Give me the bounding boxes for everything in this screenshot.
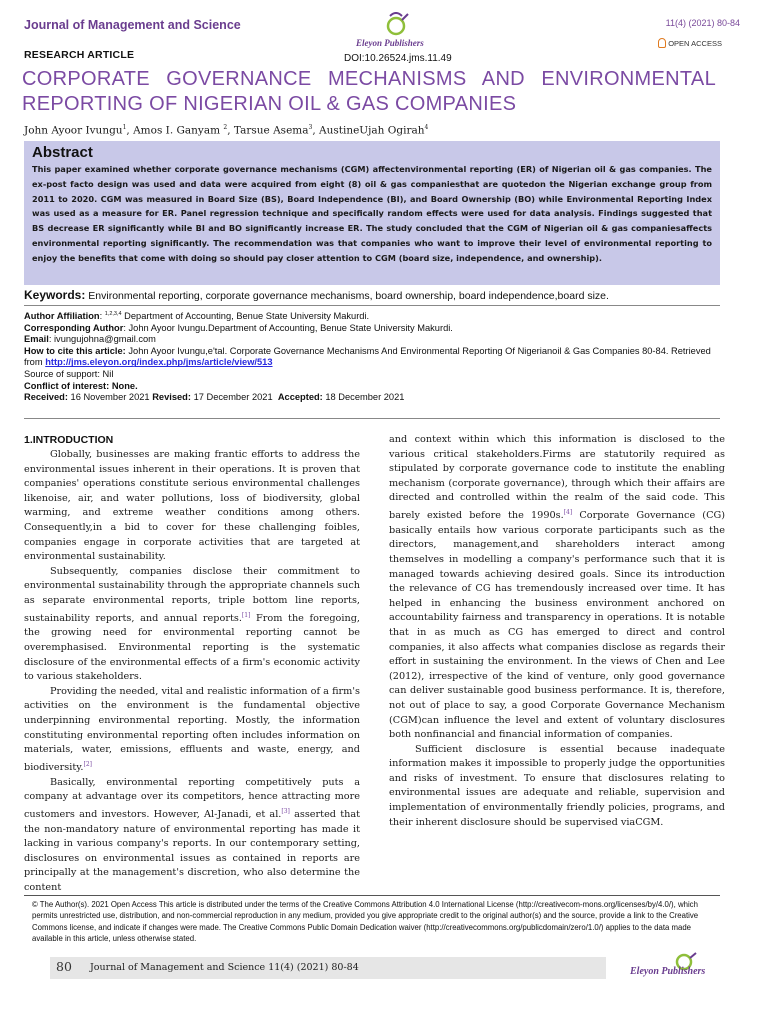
cite-text: John Ayoor Ivungu,e'tal. Corporate Governance Mechanisms And Environmental Reporting Of Nigerianoil & Gas Companies 80-84. Retrieved from bbox=[24, 345, 711, 368]
corresponding-author: Corresponding Author: John Ayoor Ivungu.Department of Accounting, Benue State University Makurdi. bbox=[24, 322, 453, 333]
keywords-text: Environmental reporting, corporate governance mechanisms, board ownership, board independence,board size. bbox=[88, 290, 609, 302]
author-affiliation: Author Affiliation: $^{1,2,3,4}$ Department of Accounting, Benue State University Makurdi. bbox=[24, 311, 370, 322]
page-number: 80 bbox=[56, 959, 72, 974]
paragraph bbox=[389, 433, 725, 743]
license-notice: © The Author(s). 2021 Open Access This article is distributed under the terms of the Creative Commons Attribution 4.0 International License (http://creativecom-mons.org/licenses/by/4.0/), which permits unrestricted use, distribution, and non-commercial reproduction in any medium, provided you give appropriate credit to the original author(s) and the source, provide a link to the Creative Commons license, and indicate if changes were made. The Creative Commons Public Domain Dedication waiver (http://creativecommons.org/publicdomain/zero/1.0/) applies to the data made available in this article, unless otherwise stated. bbox=[32, 900, 699, 943]
author-sup: 3 bbox=[308, 124, 313, 131]
revised-date: 17 December 2021 bbox=[193, 392, 273, 403]
paragraph-text: asserted that the non-mandatory nature of environmental reporting has made it lacking in various company's reports. In our contemporary setting, disclosures on environmental issues as contained in reports are principally at the management's discretion, who also determine the content bbox=[24, 808, 361, 893]
paragraph bbox=[24, 776, 360, 896]
source-of-support: Source of support: Nil bbox=[24, 369, 114, 380]
accepted-label: Accepted: bbox=[277, 392, 323, 403]
keywords bbox=[24, 288, 724, 302]
author-name: AustineUjah Ogirah bbox=[319, 124, 425, 137]
paragraph-text: and context within which this information is disclosed to the various critical stakeholders.Firms are statutorily required as stipulated by corporate governance code to institute the enabling mechanism (corporate governance), through which their affairs are directed and controlled within the realm of the said code. This barely existed before the 1990s. bbox=[389, 434, 725, 522]
body-column-left bbox=[24, 433, 360, 896]
cite-label: How to cite this article: bbox=[24, 345, 126, 356]
divider bbox=[24, 895, 720, 896]
accepted-date: 18 December 2021 bbox=[325, 392, 405, 403]
author-sup: 4 bbox=[424, 124, 429, 131]
issue-info: 11(4) (2021) 80-84 bbox=[665, 18, 740, 28]
paragraph: Globally, businesses are making frantic efforts to address the environmental issues inherent in their operations. It is proven that companies' operations constitute serious environmental challenges likenoise, air, and water pollutions, loss of biodiversity, global warming, and extreme weather conditions among others. Consequently,in a bid to cover for these challenging foibles, companies engage in corporate activities that are targeted at environmental sustainability. bbox=[24, 449, 360, 563]
paragraph-text: Corporate Governance (CG) basically entails how various corporate participants such as the directors, management,and shareholders interact among themselves in modelling a company's performance such that it is managed towards achieving desired goals. Since its introduction the relevance of CG has tremendously increased over time. It has helped in enhancing the business environment anchored on accountability fairness and transparency in operations. It is notable that in as much as CG has emerged to direct and control companies, it also affects what companies disclose as regards their effort in sustaining the environment. In the views of Chen and Lee (2012), irrespective of the kind of venture, only good governance can deliver sustainable good business performance. It is, therefore, not out of place to say, a good Corporate Governance Mechanism (CGM)can influence the level and extent of voluntary disclosures both nonfinancial and financial information of companies. bbox=[389, 510, 726, 741]
divider bbox=[24, 305, 720, 306]
article-type: RESEARCH ARTICLE bbox=[24, 49, 135, 61]
section-heading: 1.INTRODUCTION bbox=[24, 434, 114, 446]
citation-ref[interactable]: [2] bbox=[83, 760, 92, 768]
revised-label: Revised: bbox=[152, 392, 191, 403]
dates bbox=[24, 392, 724, 404]
affiliation-text: Department of Accounting, Benue State University Makurdi. bbox=[124, 311, 370, 322]
corresponding-label: Corresponding Author bbox=[24, 322, 124, 333]
footer-logo-text: Eleyon Publishers bbox=[630, 966, 706, 977]
affiliation-sup: 1,2,3,4 bbox=[104, 311, 122, 317]
received-date: 16 November 2021 bbox=[70, 392, 150, 403]
email: Email: ivungujohna@gmail.com bbox=[24, 334, 156, 345]
paragraph bbox=[24, 685, 360, 776]
paragraph bbox=[24, 565, 360, 685]
footer-journal-line: Journal of Management and Science 11(4) (2021) 80-84 bbox=[90, 962, 359, 973]
email-link[interactable]: ivungujohna@gmail.com bbox=[53, 334, 156, 345]
header-logo-text: Eleyon Publishers bbox=[356, 38, 424, 48]
body-column-right bbox=[389, 433, 725, 830]
open-access-badge bbox=[658, 38, 722, 48]
paragraph-text: Providing the needed, vital and realistic information of a firm's activities on the environment is the fundamental objective underpinning environmental reporting. Mostly, the information constituting environmental reporting often includes information on materials, water, emissions, effluents and waste, energy, and biodiversity. bbox=[24, 685, 360, 773]
received-label: Received: bbox=[24, 392, 68, 403]
author-name: Tarsue Asema bbox=[233, 124, 309, 137]
author-sup: 2 bbox=[223, 124, 228, 131]
citation bbox=[24, 346, 724, 369]
open-access-label: OPEN ACCESS bbox=[668, 38, 722, 48]
abstract-heading: Abstract bbox=[32, 144, 93, 161]
open-access-lock-icon bbox=[658, 38, 666, 48]
paragraph-text: Subsequently, companies disclose their commitment to environmental sustainability through the appropriate channels such as separate environmental reports, triple bottom line reports, sustainability reports, and annual reports. bbox=[24, 565, 360, 624]
author-name: John Ayoor Ivungu bbox=[24, 124, 123, 137]
citation-ref[interactable]: [4] bbox=[563, 508, 573, 516]
cite-link[interactable]: http://jms.eleyon.org/index.php/jms/article/view/513 bbox=[45, 357, 273, 368]
conflict-text: None. bbox=[111, 380, 138, 391]
corresponding-text: John Ayoor Ivungu.Department of Accounting, Benue State University Makurdi. bbox=[128, 322, 453, 333]
journal-name: Journal of Management and Science bbox=[24, 18, 241, 32]
paragraph-text: From the foregoing, the growing need for environmental reporting cannot be overemphasised. Environmental reporting is the systematic disclosure of the environmental effects of a firm's economic activity to various stakeholders. bbox=[24, 612, 360, 683]
conflict-label: Conflict of interest: bbox=[24, 380, 110, 391]
paragraph: Sufficient disclosure is essential because inadequate information makes it impossible to properly judge the opportunities and risks of investment. To ensure that disclosures relating to environmental issues are adequate and reliable, supervision and implementation of environmentally friendly policies, programs, and their inherent disclosure should be supervised viaCGM. bbox=[389, 743, 725, 828]
email-label: Email bbox=[24, 334, 49, 345]
doi[interactable]: DOI:10.26524.jms.11.49 bbox=[344, 53, 452, 64]
article-title: CORPORATE GOVERNANCE MECHANISMS AND ENVIRONMENTAL REPORTING OF NIGERIAN OIL & GAS COMPANIES bbox=[22, 68, 716, 115]
affiliation-label: Author Affiliation bbox=[24, 311, 100, 322]
citation-ref[interactable]: [1] bbox=[241, 611, 251, 619]
author-name: Amos I. Ganyam bbox=[133, 124, 221, 137]
article-meta bbox=[24, 309, 724, 404]
divider bbox=[24, 418, 720, 419]
conflict-of-interest bbox=[24, 381, 724, 393]
abstract-text: This paper examined whether corporate governance mechanisms (CGM) affectenvironmental reporting (ER) of Nigerian oil & gas companies. The ex-post facto design was used and data were acquired from eight (8) oil & gas companiesthat are quotedon the Nigerian exchange group from 2011 to 2020. CGM was measured in Board Size (BS), Board Independence (BI), and Board Ownership (BO) while Environmental Reporting Index was used as a measure for ER. Panel regression technique and specifically random effects were used for data analysis. Findings suggested that BS decrease ER significantly while BI and BO significantly increase ER. The study concluded that the CGM of Nigerian oil & gas companiesaffects environmental reporting significantly. The recommendation was that companies who want to improve their level of environmental reporting to enjoy the benefits that come with doing so should pay closer attention to CGM (board size, independence, and ownership). bbox=[32, 164, 712, 263]
paragraph-text: Basically, environmental reporting competitively puts a company at advantage over its competitors, hence attracting more customers and investors. However, Al-Janadi, et al. bbox=[24, 776, 360, 820]
author-sup: 1 bbox=[122, 124, 127, 131]
keywords-label: Keywords: bbox=[24, 288, 86, 302]
abstract-box bbox=[24, 141, 720, 285]
citation-ref[interactable]: [3] bbox=[281, 807, 290, 815]
author-list: John Ayoor Ivungu$^1$, Amos I. Ganyam $^2$, Tarsue Asema$^3$, AustineUjah Ogirah$^4$ bbox=[24, 124, 429, 137]
